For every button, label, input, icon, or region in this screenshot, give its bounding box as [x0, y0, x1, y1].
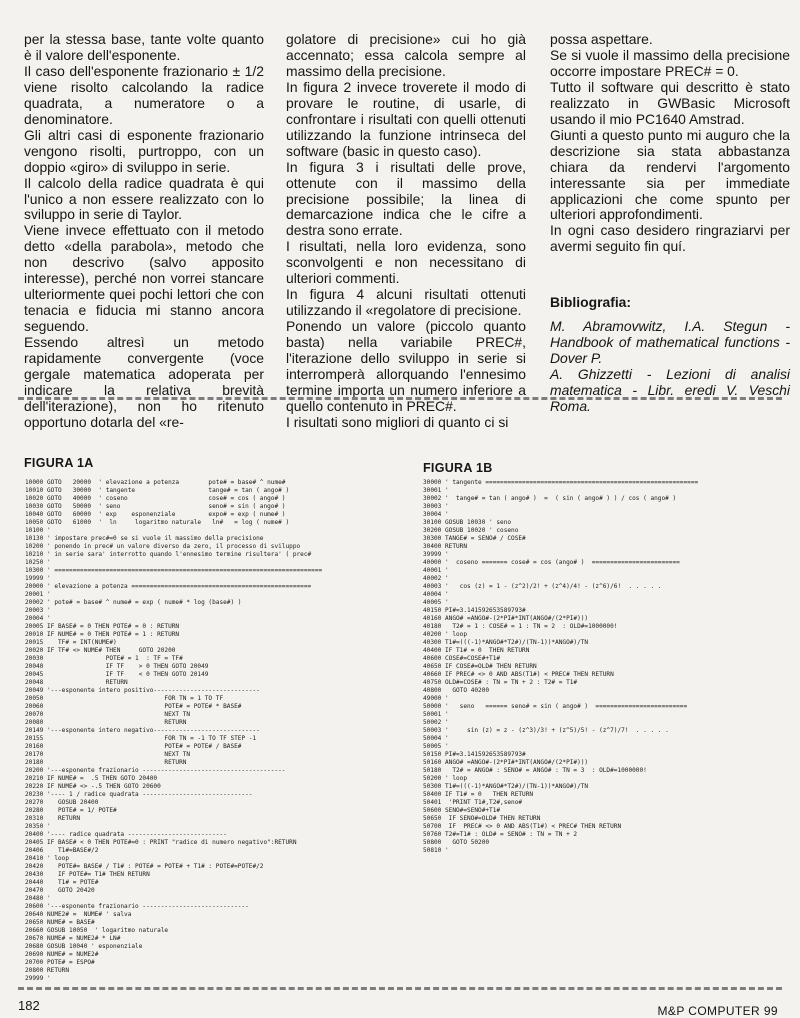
- page-number: 182: [18, 998, 40, 1013]
- paragraph: Giunti a questo punto mi auguro che la descrizione sia stata abbastanza chiara da rendervi l'argomento interessante sia per immediate applicazioni che come spunto per ulteriori approfondimenti.: [550, 126, 790, 223]
- paragraph: Ponendo un valore (piccolo quanto basta) nella variabile PREC#, l'iterazione dello sviluppo in serie si interromperà allorquando l'ennesimo termine importa un numero inferiore a quello contenuto in PREC#.: [286, 318, 526, 414]
- paragraph: Il calcolo della radice quadrata è qui l'unico a non essere realizzato con lo sviluppo in serie di Taylor.: [24, 174, 264, 223]
- paragraph: Se si vuole il massimo della precisione occorre impostare PREC# = 0.: [550, 46, 790, 79]
- paragraph: per la stessa base, tante volte quanto è il valore dell'esponente.: [24, 31, 264, 63]
- paragraph: Viene invece effettuato con il metodo detto «della parabola», metodo che non descrivo (salvo apposito interesse), perché non vorrei stancare ulteriormente quei pochi lettori che con tenacia e fiducia mi stanno ancora seguendo.: [24, 222, 264, 335]
- paragraph: Il caso dell'esponente frazionario ± 1/2 viene risolto calcolando la radice quadrata, a numeratore o a denominatore.: [24, 62, 264, 127]
- paragraph: In ogni caso desidero ringraziarvi per avermi seguito fin quí.: [550, 222, 790, 255]
- section-divider: [18, 397, 782, 400]
- bibliography-entry: A. Ghizzetti - Lezioni di analisi matematica - Libr. eredi V. Veschi Roma.: [550, 366, 790, 415]
- paragraph: Essendo altresì un metodo rapidamente convergente (voce gergale matematica adoperata per indicare la relativa brevità dell'iterazione), non ho ritenuto opportuno dotarla del «re-: [24, 334, 264, 430]
- article-column-2: [286, 32, 526, 431]
- figure-1a-code-listing: 10000 GOTO 20000 ' elevazione a potenza pote# = base# ^ nume# 10010 GOTO 30000 ' tangente tange# = tan ( ango# ) 10020 GOTO 40000 ' coseno cose# = cos ( ango# ) 10030 GOTO 50000 ' seno seno# = sin ( ango# ) 10040 GOTO 60000 ' exp esponenziale expo# = exp ( nume# ) 10050 GOTO 61000 ' ln logaritmo naturale ln# = log ( nume# ) 10100 ' 10130 ' impostare prec#=0 se si vuole il massimo della precisione 10200 ' ponendo in prec# un valore diverso da zero, il processo di sviluppo 10210 ' in serie sara' interrotto quando l'ennesimo termine risultera' ( prec# 10250 ' 10300 ' ========================================================================= 19999 ' 20000 ' elevazione a potenza ================================================= 20001 ' 20002 ' pote# = base# ^ nume# = exp ( nume# * log (base#) ) 20003 ' 20004 ' 20005 IF BASE# = 0 THEN POTE# = 0 : RETURN 20010 IF NUME# = 0 THEN POTE# = 1 : RETURN 20015 TF# = INT(NUME#) 20020 IF TF# <> NUME# THEN GOTO 20200 20030 POTE# = 1 : TF = TF# 20040 IF TF > 0 THEN GOTO 20049 20045 IF TF < 0 THEN GOTO 20149 20048 RETURN 20049 '---esponente intero positivo----------------------------- 20050 FOR TN = 1 TO TF 20060 POTE# = POTE# * BASE# 20070 NEXT TN 20080 RETURN 20149 '---esponente intero negativo----------------------------- 20155 FOR TN = -1 TO TF STEP -1 20160 POTE# = POTE# / BASE# 20170 NEXT TN 20180 RETURN 20200 '---esponente frazionario --------------------------------------- 20210 IF NUME# = .5 THEN GOTO 20400 20220 IF NUME# <> -.5 THEN GOTO 20600 20230 '---- 1 / radice quadrata ------------------------------ 20270 GOSUB 20400 20280 POTE# = 1/ POTE# 20310 RETURN 20350 ' 20400 '---- radice quadrata --------------------------- 20405 IF BASE# < 0 THEN POTE#=0 : PRINT "radice di numero negativo":RETURN 20406 T1#=BASE#/2 20410 ' loop 20420 POTE#= BASE# / T1# : POTE# = POTE# + T1# : POTE#=POTE#/2 20430 IF POTE#= T1# THEN RETURN 20440 T1# = POTE# 20470 GOTO 20420 20480 ' 20600 '---esponente frazionario ----------------------------- 20640 NUME2# = NUME# ' salva 20650 NUME# = BASE# 20660 GOSUB 10050 ' logaritmo naturale 20670 NUME# = NUME2# * LN# 20680 GOSUB 10040 ' esponenziale 20690 NUME# = NUME2# 20700 POTE# = ESPO# 20800 RETURN 29999 ': [25, 479, 323, 982]
- figure-1b-code-listing: 30000 ' tangente ========================================================== 30001 ' 30002 ' tange# = tan ( ango# ) = ( sin ( ango# ) ) / cos ( ango# ) 30003 ' 30004 ' 30100 GOSUB 10030 ' seno 30200 GOSUB 10020 ' coseno 30300 TANGE# = SENO# / COSE# 30400 RETURN 39999 ' 40000 ' coseno ======= cose# = cos (ango# ) ======================== 40001 ' 40002 ' 40003 ' cos (z) = 1 - (z^2)/2! + (z^4)/4! - (z^6)/6! . . . . . 40004 ' 40005 ' 40150 PI#=3.141592653589793# 40160 ANGO# =ANGO#-(2*PI#*INT(ANGO#/(2*PI#))) 40180 T2# = 1 : COSE# = 1 : TN = 2 : OLD#=1000000! 40200 ' loop 40300 T1#=(((-1)*ANGO#*T2#)/(TN-1))*ANGO#)/TN 40400 IF T1# = 0 THEN RETURN 40600 COSE#=COSE#+T1# 40650 IF COSE#=OLD# THEN RETURN 40660 IF PREC# <> 0 AND ABS(T1#) < PREC# THEN RETURN 40750 OLD#=COSE# : TN = TN + 2 : T2# = T1# 40800 GOTO 40200 49000 ' 50000 ' seno ====== seno# = sin ( ango# ) ========================= 50001 ' 50002 ' 50003 ' sin (z) = z - (z^3)/3! + (z^5)/5! - (z^7)/7! . . . . . 50004 ' 50005 ' 50150 PI#=3.141592653589793# 50160 ANGO# =ANGO#-(2*PI#*INT(ANGO#/(2*PI#))) 50180 T2# = ANGO# : SENO# = ANGO# : TN = 3 : OLD#=1000000! 50200 ' loop 50300 T1#=(((-1)*ANGO#*T2#)/(TN-1))*ANGO#)/TN 50400 IF T1# = 0 THEN RETURN 50401 'PRINT T1#,T2#,seno# 50600 SENO#=SENO#+T1# 50650 IF SENO#=OLD# THEN RETURN 50700 IF PREC# <> 0 AND ABS(T1#) < PREC# THEN RETURN 50760 T2#=T1# : OLD# = SENO# : TN = TN + 2 50800 GOTO 50200 50810 ': [423, 479, 699, 854]
- paragraph: possa aspettare.: [550, 31, 653, 47]
- paragraph: In figura 4 alcuni risultati ottenuti utilizzando il «regolatore di precisione.: [286, 286, 526, 319]
- bibliography-heading: Bibliografia:: [550, 294, 632, 311]
- bibliography-entry: M. Abramovwitz, I.A. Stegun - Handbook of mathematical functions - Dover P.: [550, 318, 790, 367]
- article-column-1: [24, 32, 264, 431]
- paragraph: Tutto il software qui descritto è stato realizzato in GWBasic Microsoft usando il mio PC1640 Amstrad.: [550, 78, 790, 127]
- paragraph: golatore di precisione» cui ho già accennato; essa calcola sempre al massimo della precisione.: [286, 31, 526, 79]
- figure-1b-title: FIGURA 1B: [423, 461, 493, 475]
- paragraph: In figura 2 invece troverete il modo di provare le routine, di usarle, di confrontare i risultati con quelli ottenuti utilizzando la funzione intrinseca del software (basic in questo caso).: [286, 78, 526, 159]
- paragraph: I risultati sono migliori di quanto ci si: [286, 413, 509, 430]
- publication-name: M&P COMPUTER 99: [657, 1004, 778, 1018]
- paragraph: In figura 3 i risultati delle prove, ottenute con il massimo della precisione possibile; la linea di demarcazione indica che le cifre a destra sono errate.: [286, 158, 526, 239]
- paragraph: Gli altri casi di esponente frazionario vengono risolti, purtroppo, con un doppio «giro» di sviluppo in serie.: [24, 126, 264, 175]
- paragraph: I risultati, nella loro evidenza, sono sconvolgenti e non necessitano di ulteriori commenti.: [286, 238, 526, 287]
- footer-divider: [18, 987, 782, 990]
- figure-1a-title: FIGURA 1A: [24, 456, 94, 470]
- article-column-3: [550, 32, 790, 415]
